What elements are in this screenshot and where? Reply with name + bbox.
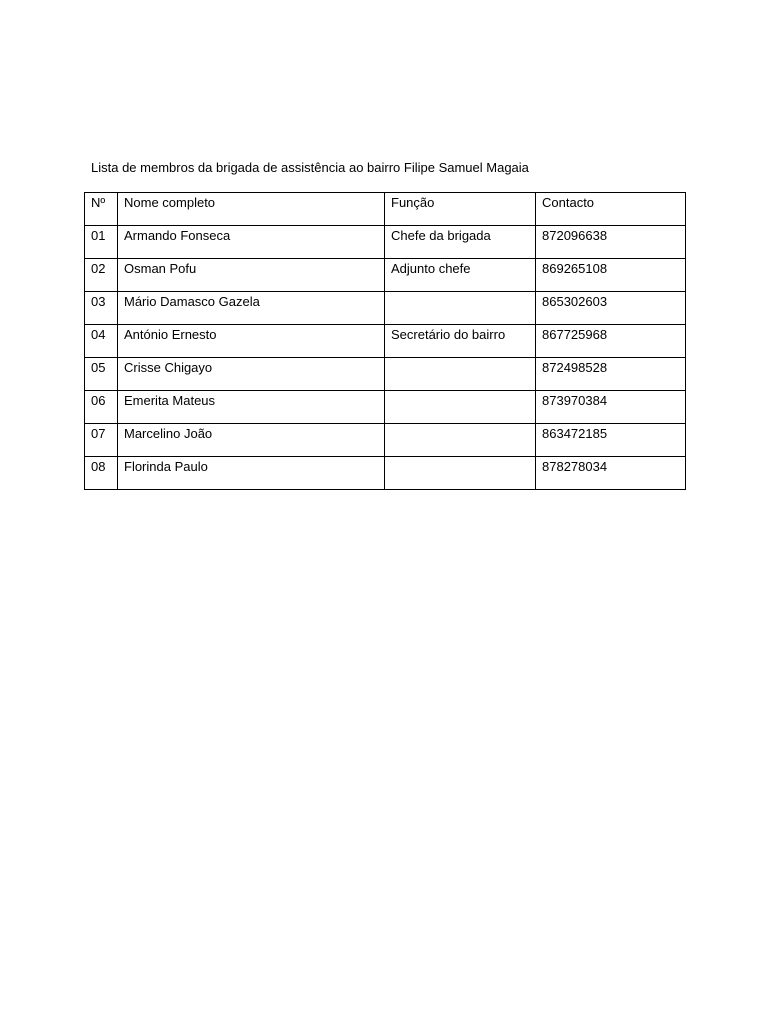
table-row	[85, 226, 686, 259]
cell-full-name: Emerita Mateus	[118, 391, 385, 424]
cell-role	[385, 358, 536, 391]
cell-full-name: Crisse Chigayo	[118, 358, 385, 391]
cell-full-name: Florinda Paulo	[118, 457, 385, 490]
cell-role: Adjunto chefe	[385, 259, 536, 292]
table-row	[85, 358, 686, 391]
header-contact: Contacto	[536, 193, 686, 226]
cell-number: 07	[85, 424, 118, 457]
cell-full-name: António Ernesto	[118, 325, 385, 358]
cell-contact: 878278034	[536, 457, 686, 490]
cell-full-name: Armando Fonseca	[118, 226, 385, 259]
cell-number: 08	[85, 457, 118, 490]
cell-full-name: Osman Pofu	[118, 259, 385, 292]
table-row	[85, 259, 686, 292]
cell-number: 05	[85, 358, 118, 391]
cell-contact: 867725968	[536, 325, 686, 358]
table-row	[85, 424, 686, 457]
cell-role	[385, 424, 536, 457]
table-row	[85, 292, 686, 325]
table-row	[85, 457, 686, 490]
cell-contact: 872498528	[536, 358, 686, 391]
table-header-row	[85, 193, 686, 226]
cell-role	[385, 391, 536, 424]
cell-contact: 873970384	[536, 391, 686, 424]
header-role: Função	[385, 193, 536, 226]
cell-contact: 872096638	[536, 226, 686, 259]
document-title: Lista de membros da brigada de assistência ao bairro Filipe Samuel Magaia	[91, 160, 529, 175]
cell-full-name: Mário Damasco Gazela	[118, 292, 385, 325]
cell-full-name: Marcelino João	[118, 424, 385, 457]
header-full-name: Nome completo	[118, 193, 385, 226]
cell-contact: 869265108	[536, 259, 686, 292]
table-row	[85, 325, 686, 358]
cell-number: 06	[85, 391, 118, 424]
members-table	[84, 192, 686, 490]
cell-contact: 863472185	[536, 424, 686, 457]
cell-role	[385, 292, 536, 325]
cell-number: 01	[85, 226, 118, 259]
cell-number: 03	[85, 292, 118, 325]
cell-role: Chefe da brigada	[385, 226, 536, 259]
cell-number: 02	[85, 259, 118, 292]
cell-number: 04	[85, 325, 118, 358]
cell-contact: 865302603	[536, 292, 686, 325]
cell-role: Secretário do bairro	[385, 325, 536, 358]
table-row	[85, 391, 686, 424]
header-number: Nº	[85, 193, 118, 226]
cell-role	[385, 457, 536, 490]
